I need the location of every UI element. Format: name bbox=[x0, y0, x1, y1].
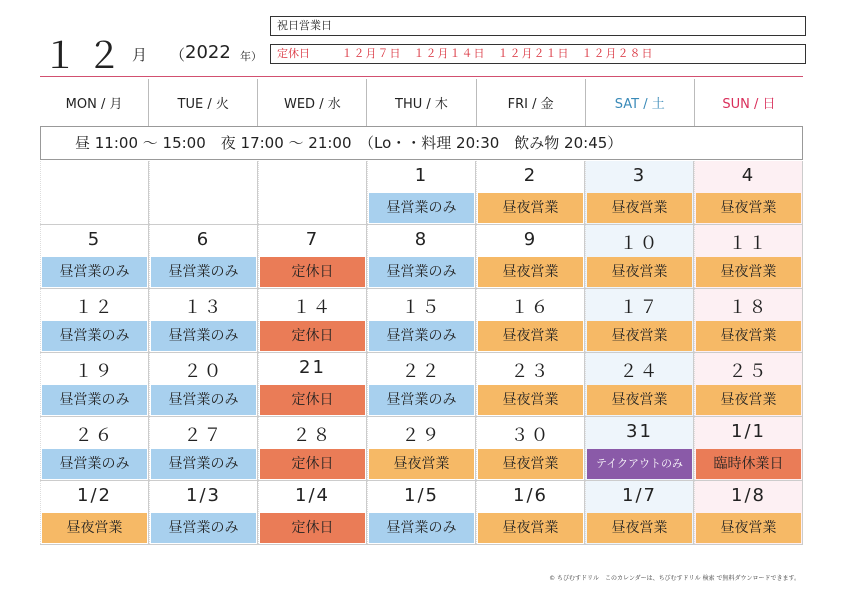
status-badge: 昼夜営業 bbox=[587, 257, 692, 287]
day-number: １３ bbox=[183, 297, 224, 318]
year-number: 2022 bbox=[185, 42, 231, 63]
closed-days-dates: １２月７日 １２月１４日 １２月２１日 １２月２８日 bbox=[341, 47, 654, 60]
calendar-day-cell bbox=[40, 481, 149, 544]
weekday-tue: TUE / 火 bbox=[149, 79, 258, 126]
day-number: １５ bbox=[401, 297, 442, 318]
status-badge: 昼営業のみ bbox=[42, 257, 147, 287]
day-number: １８ bbox=[728, 297, 769, 318]
weekday-sun: SUN / 日 bbox=[722, 97, 776, 112]
day-number: 7 bbox=[305, 229, 320, 250]
calendar-day-cell bbox=[149, 289, 258, 352]
calendar-day-cell bbox=[40, 417, 149, 480]
status-badge: 昼夜営業 bbox=[587, 193, 692, 223]
weekday-wed: WED / 水 bbox=[258, 79, 367, 126]
day-number: 9 bbox=[523, 229, 538, 250]
calendar-day-cell bbox=[258, 289, 367, 352]
year-unit: 年） bbox=[240, 50, 262, 63]
status-badge: 昼営業のみ bbox=[151, 513, 256, 543]
day-number: ２９ bbox=[401, 425, 442, 446]
day-number: 1/4 bbox=[295, 485, 330, 506]
day-number: １７ bbox=[619, 297, 660, 318]
status-badge: 昼営業のみ bbox=[42, 385, 147, 415]
calendar-day-cell bbox=[367, 353, 476, 416]
calendar-week bbox=[40, 481, 803, 545]
day-number: 1/6 bbox=[513, 485, 548, 506]
day-number: ２８ bbox=[292, 425, 333, 446]
closed-days-label: 定休日 bbox=[277, 47, 310, 60]
day-number: 1/5 bbox=[404, 485, 439, 506]
status-badge: 昼夜営業 bbox=[478, 257, 583, 287]
status-badge: 定休日 bbox=[260, 385, 365, 415]
calendar-day-cell bbox=[258, 353, 367, 416]
status-badge: 昼夜営業 bbox=[587, 385, 692, 415]
day-number: 5 bbox=[87, 229, 102, 250]
day-number: 4 bbox=[741, 165, 756, 186]
footnote: © ちびむすドリル このカレンダーは、ちびむすドリル 検索 で無料ダウンロードできます。 bbox=[549, 575, 800, 582]
day-number: 1/8 bbox=[731, 485, 766, 506]
calendar-day-cell bbox=[585, 289, 694, 352]
status-badge: 定休日 bbox=[260, 449, 365, 479]
day-number: ２５ bbox=[728, 361, 769, 382]
calendar-day-cell bbox=[149, 161, 258, 224]
day-number: 8 bbox=[414, 229, 429, 250]
day-number: 1 bbox=[414, 165, 429, 186]
status-badge: 昼営業のみ bbox=[369, 257, 474, 287]
calendar-day-cell bbox=[694, 161, 803, 224]
calendar-day-cell bbox=[585, 225, 694, 288]
status-badge: 昼夜営業 bbox=[696, 321, 801, 351]
month-number: １２ bbox=[42, 36, 131, 77]
status-badge: テイクアウトのみ bbox=[587, 449, 692, 479]
day-number: 3 bbox=[632, 165, 647, 186]
weekday-fri: FRI / 金 bbox=[477, 79, 586, 126]
day-number: 6 bbox=[196, 229, 211, 250]
calendar-day-cell bbox=[149, 481, 258, 544]
calendar-day-cell bbox=[694, 353, 803, 416]
status-badge: 定休日 bbox=[260, 513, 365, 543]
calendar bbox=[40, 76, 803, 548]
status-badge: 昼夜営業 bbox=[478, 385, 583, 415]
status-badge: 昼夜営業 bbox=[696, 385, 801, 415]
calendar-day-cell bbox=[694, 417, 803, 480]
calendar-day-cell bbox=[258, 161, 367, 224]
day-number: ２７ bbox=[183, 425, 224, 446]
calendar-week bbox=[40, 161, 803, 225]
holiday-business-box bbox=[270, 16, 806, 36]
calendar-day-cell bbox=[367, 289, 476, 352]
calendar-day-cell bbox=[258, 481, 367, 544]
status-badge: 昼夜営業 bbox=[478, 449, 583, 479]
calendar-day-cell bbox=[40, 225, 149, 288]
calendar-day-cell bbox=[258, 225, 367, 288]
status-badge: 昼夜営業 bbox=[42, 513, 147, 543]
day-number: ２０ bbox=[183, 361, 224, 382]
day-number: 1/2 bbox=[77, 485, 112, 506]
day-number: １６ bbox=[510, 297, 551, 318]
calendar-day-cell bbox=[694, 225, 803, 288]
calendar-day-cell bbox=[40, 161, 149, 224]
status-badge: 昼営業のみ bbox=[151, 257, 256, 287]
status-badge: 昼営業のみ bbox=[151, 321, 256, 351]
calendar-week bbox=[40, 225, 803, 289]
calendar-day-cell bbox=[476, 225, 585, 288]
day-number: ２２ bbox=[401, 361, 442, 382]
calendar-day-cell bbox=[585, 161, 694, 224]
status-badge: 昼営業のみ bbox=[42, 449, 147, 479]
status-badge: 臨時休業日 bbox=[696, 449, 801, 479]
closed-days-box bbox=[270, 44, 806, 64]
day-number: １２ bbox=[74, 297, 115, 318]
calendar-day-cell bbox=[40, 353, 149, 416]
day-number: 2 bbox=[523, 165, 538, 186]
calendar-day-cell bbox=[476, 353, 585, 416]
status-badge: 昼営業のみ bbox=[369, 385, 474, 415]
status-badge: 定休日 bbox=[260, 321, 365, 351]
day-number: ３０ bbox=[510, 425, 551, 446]
calendar-grid bbox=[40, 161, 803, 545]
status-badge: 昼夜営業 bbox=[696, 193, 801, 223]
day-number: １１ bbox=[728, 233, 769, 254]
weekday-mon: MON / 月 bbox=[40, 79, 149, 126]
status-badge: 昼営業のみ bbox=[151, 385, 256, 415]
status-badge: 昼夜営業 bbox=[696, 257, 801, 287]
calendar-day-cell bbox=[367, 161, 476, 224]
calendar-day-cell bbox=[149, 417, 258, 480]
day-number: １０ bbox=[619, 233, 660, 254]
business-hours: 昼 11:00 ～ 15:00 夜 17:00 ～ 21:00 （Lo・・料理 20:30 飲み物 20:45） bbox=[40, 127, 803, 160]
day-number: １４ bbox=[292, 297, 333, 318]
calendar-day-cell bbox=[476, 417, 585, 480]
calendar-day-cell bbox=[258, 417, 367, 480]
calendar-day-cell bbox=[149, 353, 258, 416]
day-number: 31 bbox=[626, 421, 653, 442]
day-number: 1/3 bbox=[186, 485, 221, 506]
status-badge: 昼営業のみ bbox=[42, 321, 147, 351]
status-badge: 昼夜営業 bbox=[478, 513, 583, 543]
weekday-thu: THU / 木 bbox=[367, 79, 476, 126]
day-number: １９ bbox=[74, 361, 115, 382]
status-badge: 昼夜営業 bbox=[369, 449, 474, 479]
year-open-paren: （ bbox=[170, 46, 186, 64]
calendar-day-cell bbox=[585, 353, 694, 416]
status-badge: 昼営業のみ bbox=[369, 321, 474, 351]
day-number: 1/7 bbox=[622, 485, 657, 506]
calendar-week bbox=[40, 417, 803, 481]
status-badge: 昼営業のみ bbox=[369, 513, 474, 543]
status-badge: 昼営業のみ bbox=[369, 193, 474, 223]
day-number: ２４ bbox=[619, 361, 660, 382]
calendar-day-cell bbox=[476, 161, 585, 224]
calendar-day-cell bbox=[367, 225, 476, 288]
calendar-day-cell bbox=[476, 289, 585, 352]
calendar-day-cell bbox=[694, 289, 803, 352]
weekday-sat: SAT / 土 bbox=[586, 79, 695, 126]
day-number: ２３ bbox=[510, 361, 551, 382]
status-badge: 昼夜営業 bbox=[478, 321, 583, 351]
calendar-day-cell bbox=[367, 417, 476, 480]
day-number: ２６ bbox=[74, 425, 115, 446]
calendar-week bbox=[40, 353, 803, 417]
status-badge: 昼夜営業 bbox=[587, 321, 692, 351]
calendar-day-cell bbox=[40, 289, 149, 352]
day-number: 1/1 bbox=[731, 421, 766, 442]
calendar-day-cell bbox=[149, 225, 258, 288]
month-unit: 月 bbox=[132, 46, 148, 64]
status-badge: 昼営業のみ bbox=[151, 449, 256, 479]
status-badge: 昼夜営業 bbox=[587, 513, 692, 543]
calendar-day-cell bbox=[476, 481, 585, 544]
weekday-header bbox=[40, 79, 803, 127]
calendar-day-cell bbox=[585, 481, 694, 544]
calendar-week bbox=[40, 289, 803, 353]
calendar-day-cell bbox=[694, 481, 803, 544]
calendar-day-cell bbox=[367, 481, 476, 544]
status-badge: 昼夜営業 bbox=[478, 193, 583, 223]
holiday-business-label: 祝日営業日 bbox=[277, 19, 332, 32]
status-badge: 定休日 bbox=[260, 257, 365, 287]
calendar-day-cell bbox=[585, 417, 694, 480]
status-badge: 昼夜営業 bbox=[696, 513, 801, 543]
day-number: 21 bbox=[299, 357, 326, 378]
